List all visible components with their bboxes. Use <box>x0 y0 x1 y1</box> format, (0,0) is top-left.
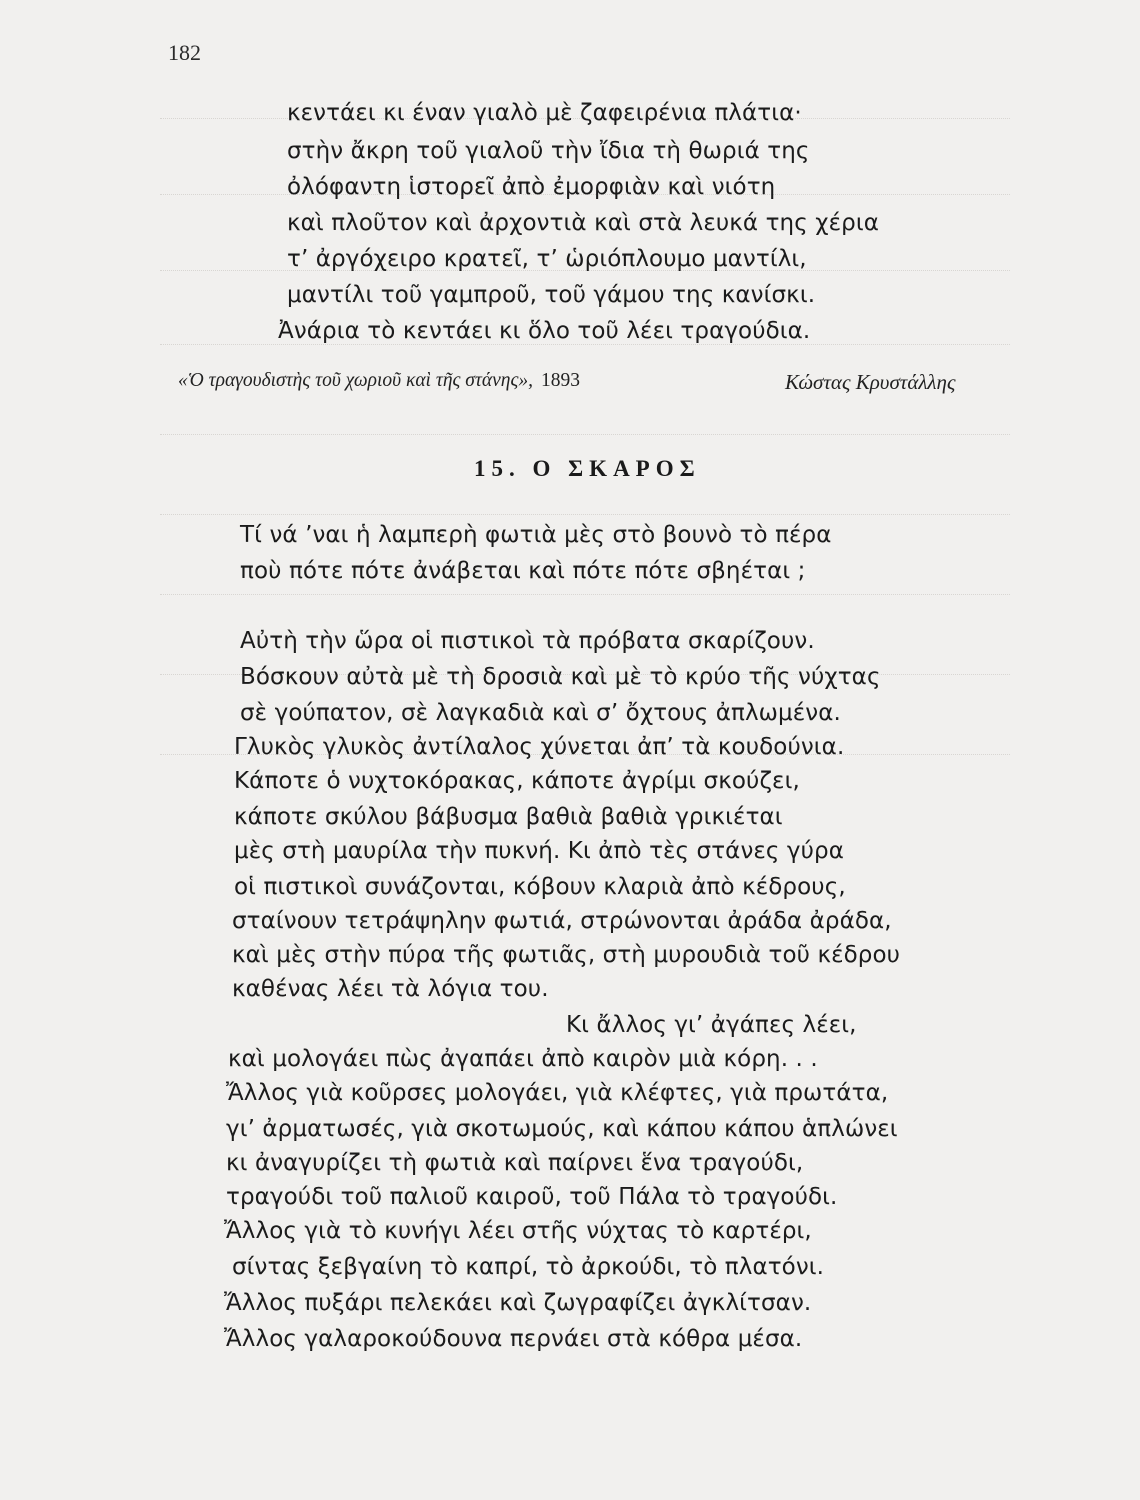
source-citation <box>178 370 580 392</box>
poem-line: Ἄλλος γαλαροκούδουνα περνάει στὰ κόθρα μέσα. <box>224 1326 803 1352</box>
poem-line: κεντάει κι έναν γιαλὸ μὲ ζαφειρένια πλάτια· <box>287 100 802 126</box>
poem-line: κάποτε σκύλου βάβυσμα βαθιὰ βαθιὰ γρικιέται <box>234 804 783 830</box>
poem-line: μαντίλι τοῦ γαμπροῦ, τοῦ γάμου της κανίσκι. <box>287 282 816 308</box>
poem-line: Γλυκὸς γλυκὸς ἀντίλαλος χύνεται ἀπ’ τὰ κουδούνια. <box>234 734 845 760</box>
poem-line: Βόσκουν αὐτὰ μὲ τὴ δροσιὰ καὶ μὲ τὸ κρύο τῆς νύχτας <box>240 664 881 690</box>
page-number: 182 <box>168 40 201 65</box>
poem-line: ποὺ πότε πότε ἀνάβεται καὶ πότε πότε σβηέται ; <box>240 558 806 584</box>
poem-line: Κι ἄλλος γι’ ἀγάπες λέει, <box>566 1012 857 1038</box>
poem-line: στὴν ἄκρη τοῦ γιαλοῦ τὴν ἴδια τὴ θωριά της <box>287 138 810 164</box>
poem-line: Ἄλλος πυξάρι πελεκάει καὶ ζωγραφίζει ἀγκλίτσαν. <box>224 1290 812 1316</box>
poem-line: σίντας ξεβγαίνη τὸ καπρί, τὸ ἀρκούδι, τὸ πλατόνι. <box>232 1254 825 1280</box>
poem-line: Αὐτὴ τὴν ὥρα οἱ πιστικοὶ τὰ πρόβατα σκαρίζουν. <box>240 628 815 654</box>
poem-line: ὀλόφαντη ἱστορεῖ ἀπὸ ἐμορφιὰν καὶ νιότη <box>287 174 776 200</box>
author-name: Κώστας Κρυστάλλης <box>785 370 956 394</box>
poem-line: τ’ ἀργόχειρο κρατεῖ, τ’ ὡριόπλουμο μαντίλι, <box>287 246 807 272</box>
poem-line: τραγούδι τοῦ παλιοῦ καιροῦ, τοῦ Πάλα τὸ τραγούδι. <box>226 1184 838 1210</box>
poem-line: Κάποτε ὁ νυχτοκόρακας, κάποτε ἀγρίμι σκούζει, <box>234 768 800 794</box>
source-title: «Ὁ τραγουδιστὴς τοῦ χωριοῦ καὶ τῆς στάνης», <box>178 370 533 391</box>
poem-line: Τί νά ’ναι ἡ λαμπερὴ φωτιὰ μὲς στὸ βουνὸ τὸ πέρα <box>240 522 832 548</box>
poem-line: οἱ πιστικοὶ συνάζονται, κόβουν κλαριὰ ἀπὸ κέδρους, <box>234 874 846 900</box>
poem-line: σταίνουν τετράψηλην φωτιά, στρώνονται ἀράδα ἀράδα, <box>232 908 892 934</box>
poem-line: καὶ μολογάει πὼς ἀγαπάει ἀπὸ καιρὸν μιὰ κόρη. . . <box>228 1046 818 1072</box>
source-year: 1893 <box>540 370 580 391</box>
poem-line: Ἄλλος γιὰ κοῦρσες μολογάει, γιὰ κλέφτες, γιὰ πρωτάτα, <box>226 1080 889 1106</box>
section-title: 15. Ο ΣΚΑΡΟΣ <box>474 456 701 481</box>
poem-line: καὶ μὲς στὴν πύρα τῆς φωτιᾶς, στὴ μυρουδιὰ τοῦ κέδρου <box>232 942 901 968</box>
poem-line: μὲς στὴ μαυρίλα τὴν πυκνή. Κι ἀπὸ τὲς στάνες γύρα <box>234 838 845 864</box>
poem-line: σὲ γούπατον, σὲ λαγκαδιὰ καὶ σ’ ὄχτους ἀπλωμένα. <box>240 700 841 726</box>
poem-line: Ἀνάρια τὸ κεντάει κι ὅλο τοῦ λέει τραγούδια. <box>278 318 811 344</box>
poem-line: καθένας λέει τὰ λόγια του. <box>232 976 549 1002</box>
poem-line: Ἄλλος γιὰ τὸ κυνήγι λέει στῆς νύχτας τὸ καρτέρι, <box>224 1218 812 1244</box>
poem-line: κι ἀναγυρίζει τὴ φωτιὰ καὶ παίρνει ἕνα τραγούδι, <box>226 1150 804 1176</box>
poem-line: καὶ πλοῦτον καὶ ἀρχοντιὰ καὶ στὰ λευκά της χέρια <box>287 210 879 236</box>
poem-line: γι’ ἀρματωσές, γιὰ σκοτωμούς, καὶ κάπου κάπου ἁπλώνει <box>226 1116 898 1142</box>
